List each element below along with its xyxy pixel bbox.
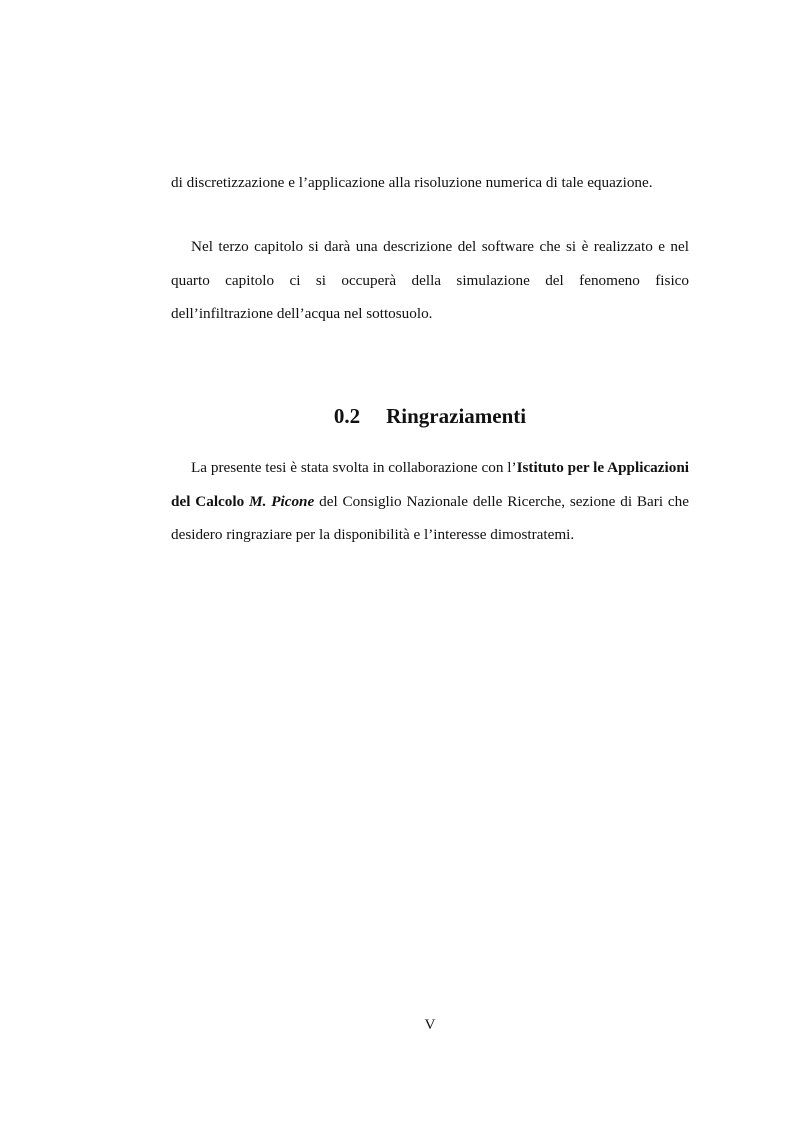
section-title: Ringraziamenti <box>386 404 527 428</box>
page-number: V <box>424 1016 436 1033</box>
thanks-text-before: La presente tesi è stata svolta in collaborazione con l’ <box>191 459 517 476</box>
paragraph-intro-tail: di discretizzazione e l’applicazione alla risoluzione numerica di tale equazione. <box>171 174 653 191</box>
section-number: 0.2 <box>333 404 361 428</box>
section-heading <box>171 398 689 434</box>
thanks-text-after: del Consiglio Nazionale delle Ricerche, sezione di Bari che desidero ringraziare per la disponibilità e l’interesse dimostratemi. <box>171 492 690 543</box>
paragraph-acknowledgements <box>171 451 689 552</box>
person-name: M. Picone <box>249 492 315 510</box>
paragraph-chapters-overview: Nel terzo capitolo si darà una descrizione del software che si è realizzato e nel quarto capitolo ci si occuperà della simulazione del fenomeno fisico dell’infiltrazione dell’acqua nel sottosuolo. <box>171 238 689 322</box>
institute-name: Istituto per le Applicazioni del Calcolo <box>171 459 689 510</box>
